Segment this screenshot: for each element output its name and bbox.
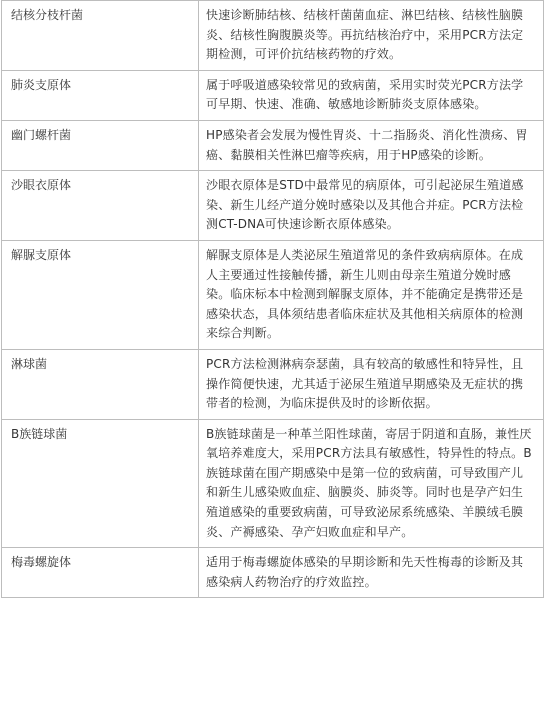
pathogen-name: 解脲支原体 <box>2 240 199 349</box>
pathogen-description: HP感染者会发展为慢性胃炎、十二指肠炎、消化性溃疡、胃癌、黏膜相关性淋巴瘤等疾病，用于HP感染的诊断。 <box>199 120 544 170</box>
table-row <box>2 419 544 548</box>
pathogen-description: 沙眼衣原体是STD中最常见的病原体，可引起泌尿生殖道感染、新生儿经产道分娩时感染以及其他合并症。PCR方法检测CT-DNA可快速诊断衣原体感染。 <box>199 171 544 241</box>
pathogen-description: B族链球菌是一种革兰阳性球菌，寄居于阴道和直肠，兼性厌氧培养难度大，采用PCR方法具有敏感性，特异性的特点。B族链球菌在围产期感染中是第一位的致病菌，可导致围产儿和新生儿感染败血症、脑膜炎、肺炎等。同时也是孕产妇生殖道感染的重要致病菌，可导致泌尿系统感染、羊膜绒毛膜炎、产褥感染、孕产妇败血症和早产。 <box>199 419 544 548</box>
pathogen-name: B族链球菌 <box>2 419 199 548</box>
table-body <box>2 1 544 598</box>
table-row <box>2 70 544 120</box>
pathogen-name: 肺炎支原体 <box>2 70 199 120</box>
table-row <box>2 120 544 170</box>
pathogen-table <box>1 0 544 598</box>
pathogen-name: 沙眼衣原体 <box>2 171 199 241</box>
pathogen-description: 适用于梅毒螺旋体感染的早期诊断和先天性梅毒的诊断及其感染病人药物治疗的疗效监控。 <box>199 548 544 598</box>
pathogen-description: PCR方法检测淋病奈瑟菌，具有较高的敏感性和特异性，且操作简便快速，尤其适于泌尿生殖道早期感染及无症状的携带者的检测，为临床提供及时的诊断依据。 <box>199 349 544 419</box>
table-row <box>2 171 544 241</box>
pathogen-name: 梅毒螺旋体 <box>2 548 199 598</box>
pathogen-description: 解脲支原体是人类泌尿生殖道常见的条件致病病原体。在成人主要通过性接触传播，新生儿则由母亲生殖道分娩时感染。临床标本中检测到解脲支原体，并不能确定是携带还是感染状态，具体须结患者临床症状及其他相关病原体的检测来综合判断。 <box>199 240 544 349</box>
pathogen-name: 淋球菌 <box>2 349 199 419</box>
table-row <box>2 548 544 598</box>
pathogen-name: 幽门螺杆菌 <box>2 120 199 170</box>
table-row <box>2 1 544 71</box>
pathogen-name: 结核分枝杆菌 <box>2 1 199 71</box>
pathogen-description: 快速诊断肺结核、结核杆菌菌血症、淋巴结核、结核性脑膜炎、结核性胸腹膜炎等。再抗结核治疗中，采用PCR方法定期检测，可评价抗结核药物的疗效。 <box>199 1 544 71</box>
pathogen-description: 属于呼吸道感染较常见的致病菌，采用实时荧光PCR方法学可早期、快速、准确、敏感地诊断肺炎支原体感染。 <box>199 70 544 120</box>
table-row <box>2 240 544 349</box>
table-row <box>2 349 544 419</box>
